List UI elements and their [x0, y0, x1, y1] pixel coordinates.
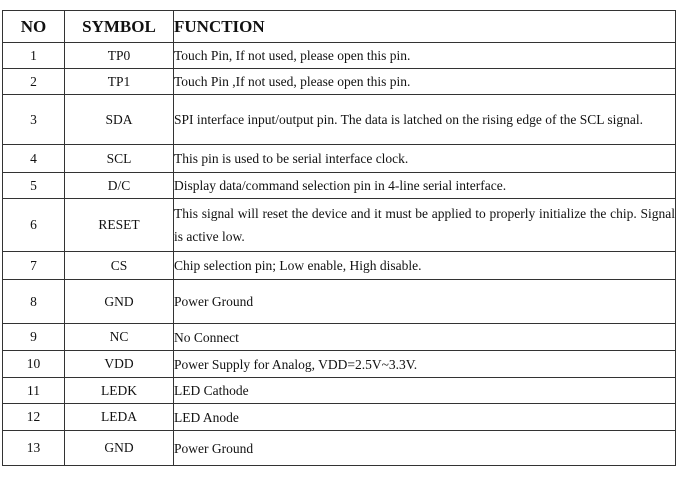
- pin-symbol: D/C: [65, 173, 174, 199]
- table-row: [3, 404, 676, 431]
- pin-number: 2: [3, 69, 65, 95]
- pin-symbol: RESET: [65, 199, 174, 252]
- pin-function: Chip selection pin; Low enable, High disable.: [174, 252, 676, 280]
- pin-function: No Connect: [174, 324, 676, 351]
- pin-symbol: LEDA: [65, 404, 174, 431]
- table-row: [3, 378, 676, 404]
- pin-symbol: LEDK: [65, 378, 174, 404]
- header-row: [3, 11, 676, 43]
- table-row: [3, 173, 676, 199]
- pin-number: 10: [3, 351, 65, 378]
- pin-number: 7: [3, 252, 65, 280]
- pin-function: Power Ground: [174, 431, 676, 466]
- pin-number: 12: [3, 404, 65, 431]
- table-row: [3, 43, 676, 69]
- pin-function: Touch Pin, If not used, please open this pin.: [174, 43, 676, 69]
- pin-number: 3: [3, 95, 65, 145]
- pin-function: LED Anode: [174, 404, 676, 431]
- pin-symbol: SCL: [65, 145, 174, 173]
- pin-function: LED Cathode: [174, 378, 676, 404]
- pin-symbol: GND: [65, 431, 174, 466]
- pin-function: Display data/command selection pin in 4-line serial interface.: [174, 173, 676, 199]
- table-row: [3, 69, 676, 95]
- header-symbol: SYMBOL: [65, 11, 174, 43]
- pin-function: This pin is used to be serial interface clock.: [174, 145, 676, 173]
- table-row: [3, 431, 676, 466]
- pin-function: Power Supply for Analog, VDD=2.5V~3.3V.: [174, 351, 676, 378]
- pin-symbol: GND: [65, 280, 174, 324]
- header-function: FUNCTION: [174, 11, 676, 43]
- table-row: [3, 280, 676, 324]
- table-row: [3, 145, 676, 173]
- header-no: NO: [3, 11, 65, 43]
- table-row: [3, 199, 676, 252]
- pin-number: 4: [3, 145, 65, 173]
- pin-number: 9: [3, 324, 65, 351]
- pin-symbol: TP1: [65, 69, 174, 95]
- table-row: [3, 252, 676, 280]
- pin-definition-table: [2, 10, 676, 466]
- pin-symbol: TP0: [65, 43, 174, 69]
- table-row: [3, 351, 676, 378]
- pin-number: 13: [3, 431, 65, 466]
- pin-symbol: SDA: [65, 95, 174, 145]
- pin-function: Touch Pin ,If not used, please open this pin.: [174, 69, 676, 95]
- pin-function: This signal will reset the device and it must be applied to properly initialize the chip. Signal is active low.: [174, 199, 676, 252]
- pin-symbol: NC: [65, 324, 174, 351]
- pin-number: 5: [3, 173, 65, 199]
- pin-number: 11: [3, 378, 65, 404]
- pin-symbol: VDD: [65, 351, 174, 378]
- pin-number: 1: [3, 43, 65, 69]
- pin-symbol: CS: [65, 252, 174, 280]
- table-row: [3, 324, 676, 351]
- pin-number: 8: [3, 280, 65, 324]
- table-row: [3, 95, 676, 145]
- pin-function: SPI interface input/output pin. The data is latched on the rising edge of the SCL signal.: [174, 95, 676, 145]
- pin-function: Power Ground: [174, 280, 676, 324]
- pin-number: 6: [3, 199, 65, 252]
